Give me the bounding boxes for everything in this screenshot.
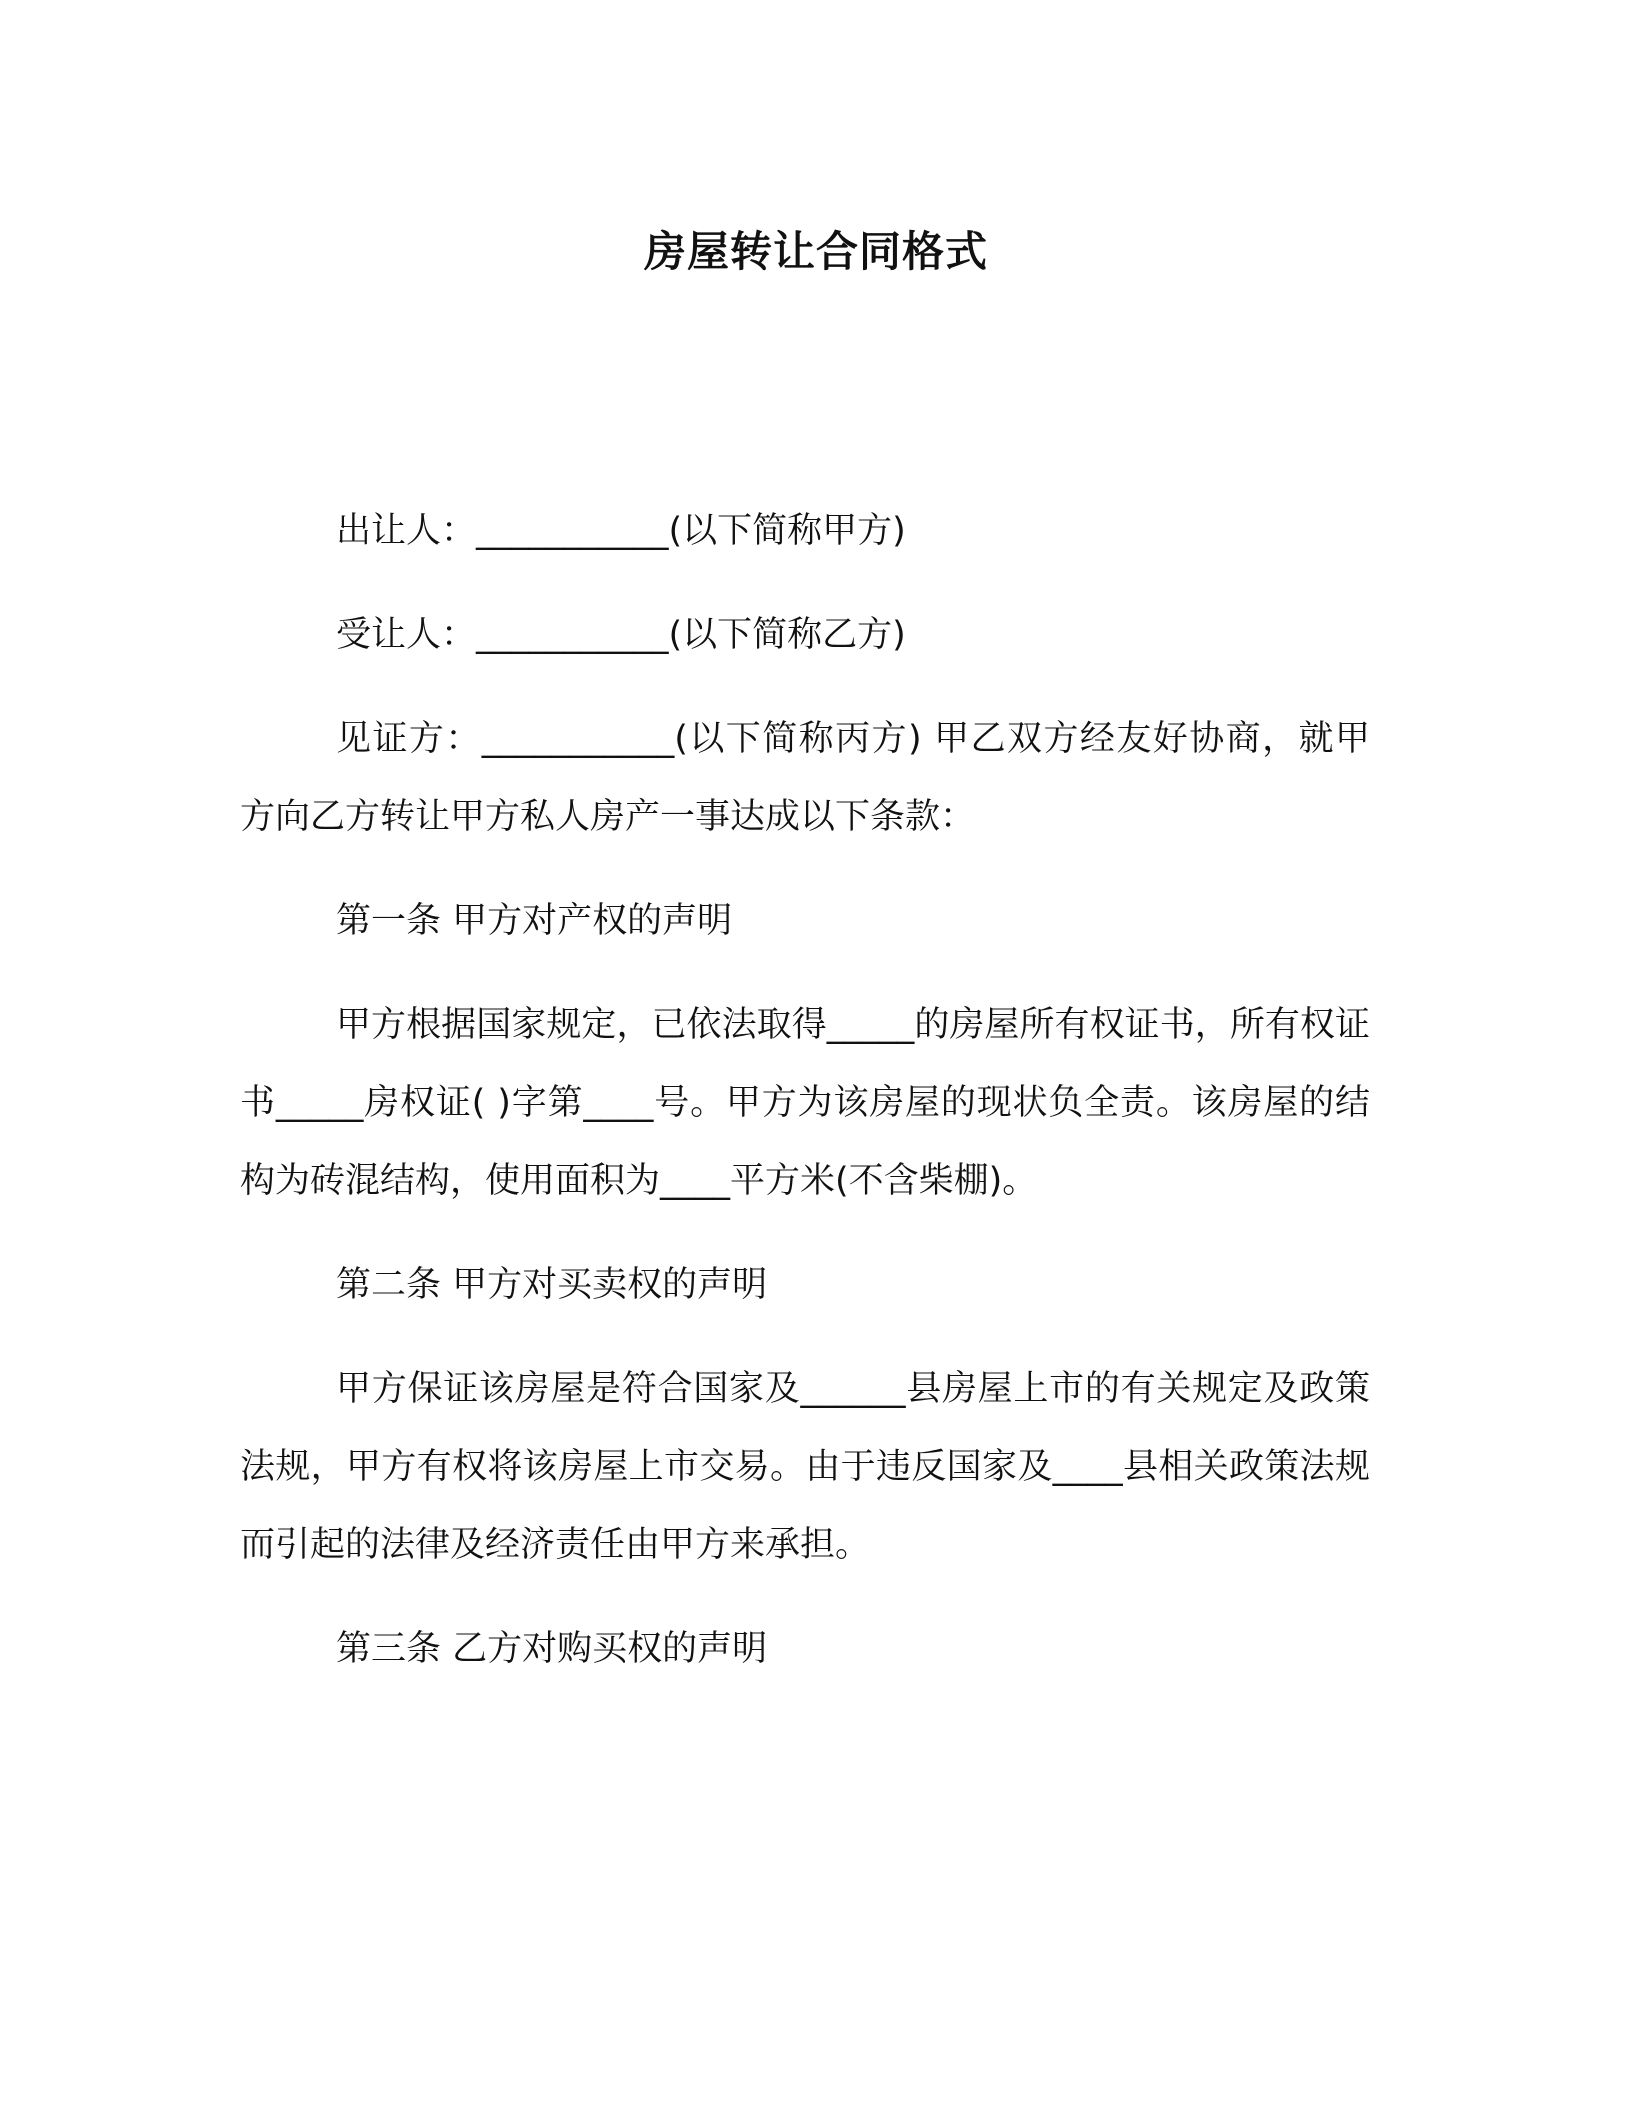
buyer-line: 受让人：___________(以下简称乙方) bbox=[336, 615, 906, 655]
article-1-text: 甲方根据国家规定，已依法取得_____的房屋所有权证书，所有权证书_____房权证( )字第____号。甲方为该房屋的现状负全责。该房屋的结构为砖混结构，使用面积为____平方米(不含柴棚)。 bbox=[240, 1005, 1370, 1201]
spacer bbox=[240, 856, 1370, 882]
witness-line: 见证方：___________(以下简称丙方) 甲乙双方经友好协商，就甲方向乙方转让甲方私人房产一事达成以下条款： bbox=[240, 719, 1370, 837]
spacer bbox=[240, 960, 1370, 986]
document-title: 房屋转让合同格式 bbox=[643, 227, 988, 276]
spacer bbox=[240, 1220, 1370, 1246]
seller-line: 出让人：___________(以下简称甲方) bbox=[336, 511, 906, 551]
article-3-heading: 第三条 乙方对购买权的声明 bbox=[336, 1629, 768, 1669]
article-2-text: 甲方保证该房屋是符合国家及______县房屋上市的有关规定及政策法规，甲方有权将该房屋上市交易。由于违反国家及____县相关政策法规而引起的法律及经济责任由甲方来承担。 bbox=[240, 1369, 1370, 1565]
spacer bbox=[240, 570, 1370, 596]
article-1-heading: 第一条 甲方对产权的声明 bbox=[336, 901, 733, 941]
article-2-heading: 第二条 甲方对买卖权的声明 bbox=[336, 1265, 768, 1305]
spacer bbox=[240, 1584, 1370, 1610]
document-body bbox=[240, 492, 1370, 1688]
spacer bbox=[240, 1324, 1370, 1350]
spacer bbox=[240, 674, 1370, 700]
